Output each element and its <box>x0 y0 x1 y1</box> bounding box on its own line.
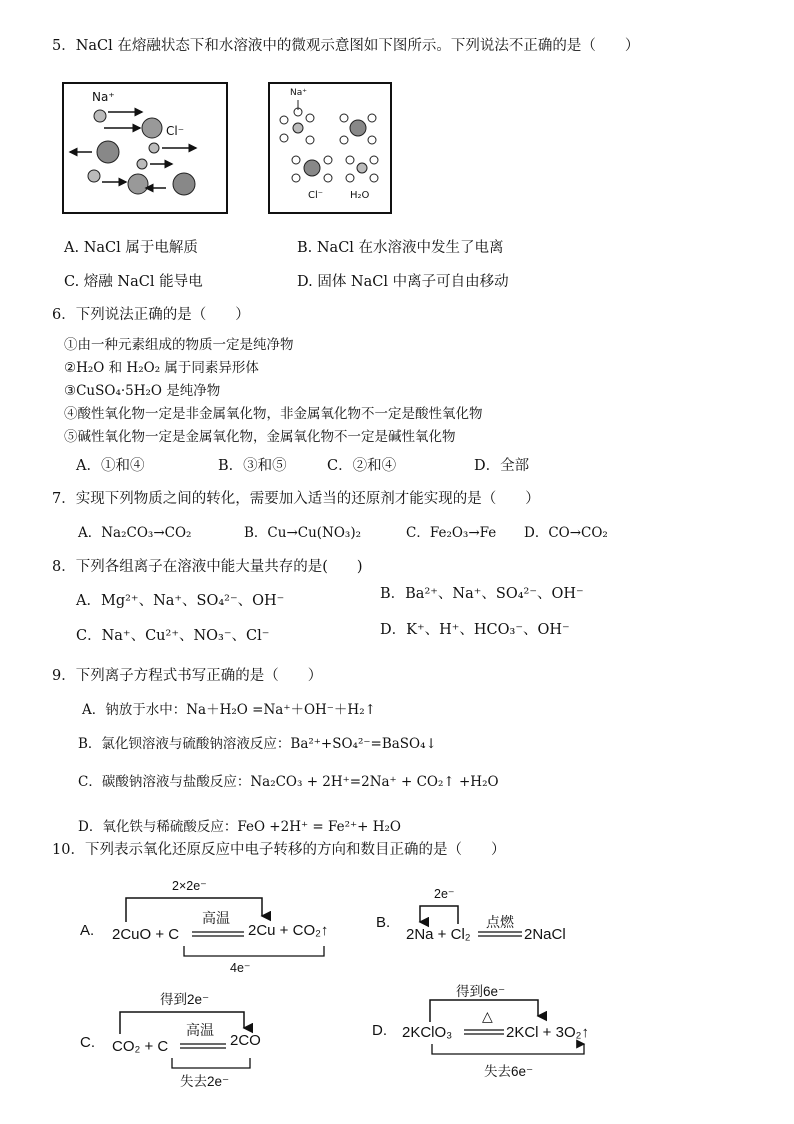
q9-option-b[interactable]: B．氯化钡溶液与硫酸钠溶液反应：Ba²⁺+SO₄²⁻=BaSO₄↓ <box>78 736 437 752</box>
q7-option-a[interactable]: A．Na₂CO₃→CO₂ <box>78 525 192 541</box>
cl-ion-label: Cl⁻ <box>166 124 185 138</box>
q9-option-a[interactable]: A．钠放于水中：Na＋H₂O =Na⁺＋OH⁻＋H₂↑ <box>82 702 376 718</box>
cl-ion <box>97 141 119 163</box>
hydrated-cl-ion <box>292 156 332 182</box>
q9-stem: 9．下列离子方程式书写正确的是（ ） <box>52 668 323 684</box>
q5-option-a[interactable]: A. NaCl 属于电解质 <box>64 240 198 256</box>
na-ion <box>137 159 147 169</box>
condition: 点燃 <box>486 914 514 930</box>
electron-transfer-arrows <box>80 872 380 982</box>
q9-option-d[interactable]: D．氧化铁与稀硫酸反应：FeO +2H⁺ = Fe²⁺+ H₂O <box>78 819 402 835</box>
hydrated-ions-svg <box>270 84 390 212</box>
cl-ion-label: Cl⁻ <box>308 190 324 201</box>
q7-option-b[interactable]: B．Cu→Cu(NO₃)₂ <box>244 525 362 541</box>
bottom-electron-label: 失去6e⁻ <box>484 1064 534 1079</box>
option-letter: C. <box>80 1034 95 1051</box>
na-ion <box>88 170 100 182</box>
q6-statement-4: ④酸性氧化物一定是非金属氧化物，非金属氧化物不一定是酸性氧化物 <box>64 406 483 422</box>
q6-option-c[interactable]: C．②和④ <box>327 458 397 474</box>
water-label: H₂O <box>350 190 370 201</box>
option-letter: D. <box>372 1022 387 1039</box>
top-electron-label: 2×2e⁻ <box>172 879 207 893</box>
cl-ion <box>128 174 148 194</box>
q5-option-d[interactable]: D. 固体 NaCl 中离子可自由移动 <box>297 274 509 290</box>
products: 2CO <box>230 1032 261 1049</box>
products: 2Cu + CO₂↑ <box>248 922 329 939</box>
aqueous-nacl-figure <box>268 82 392 214</box>
q10-option-c[interactable] <box>80 984 360 1089</box>
reactants: 2Na + Cl₂ <box>406 926 471 943</box>
reactants: 2KClO₃ <box>402 1024 453 1041</box>
option-letter: B. <box>376 914 391 931</box>
q5-option-c[interactable]: C. 熔融 NaCl 能导电 <box>64 274 203 290</box>
products: 2KCl + 3O₂↑ <box>506 1024 589 1041</box>
q8-option-c[interactable]: C．Na⁺、Cu²⁺、NO₃⁻、Cl⁻ <box>76 628 270 644</box>
q6-statement-2: ②H₂O 和 H₂O₂ 属于同素异形体 <box>64 360 259 376</box>
q10-option-d[interactable] <box>372 974 632 1084</box>
electron-transfer-arrows <box>372 974 632 1084</box>
reactants: 2CuO + C <box>112 926 180 943</box>
na-ion-label: Na⁺ <box>92 90 115 104</box>
q10-option-b[interactable] <box>376 872 616 962</box>
q8-stem: 8．下列各组离子在溶液中能大量共存的是( ) <box>52 559 363 575</box>
bottom-electron-label: 失去2e⁻ <box>180 1074 230 1089</box>
q6-option-d[interactable]: D．全部 <box>474 458 530 474</box>
top-electron-label: 得到6e⁻ <box>456 984 506 999</box>
products: 2NaCl <box>524 926 566 943</box>
top-electron-label: 得到2e⁻ <box>160 992 210 1007</box>
condition: 高温 <box>202 910 230 926</box>
molten-nacl-figure <box>62 82 228 214</box>
q7-stem: 7．实现下列物质之间的转化，需要加入适当的还原剂才能实现的是（ ） <box>52 491 540 507</box>
q5-option-b[interactable]: B. NaCl 在水溶液中发生了电离 <box>297 240 504 256</box>
q6-stem: 6．下列说法正确的是（ ） <box>52 307 250 323</box>
na-ion-label: Na⁺ <box>290 88 307 98</box>
q6-statement-5: ⑤碱性氧化物一定是金属氧化物，金属氧化物不一定是碱性氧化物 <box>64 429 456 445</box>
na-ion <box>94 110 106 122</box>
na-ion <box>149 143 159 153</box>
electron-transfer-arrows <box>80 984 360 1084</box>
condition: △ <box>482 1008 493 1024</box>
q8-option-b[interactable]: B．Ba²⁺、Na⁺、SO₄²⁻、OH⁻ <box>380 586 584 602</box>
hydrated-cl-ion <box>340 114 376 144</box>
q9-option-c[interactable]: C．碳酸钠溶液与盐酸反应：Na₂CO₃ + 2H⁺=2Na⁺ + CO₂↑ +H₂O <box>78 774 499 790</box>
q8-option-a[interactable]: A．Mg²⁺、Na⁺、SO₄²⁻、OH⁻ <box>76 593 285 609</box>
electron-transfer-arrows <box>376 872 616 962</box>
q5-stem: 5．NaCl 在熔融状态下和水溶液中的微观示意图如下图所示。下列说法不正确的是（ ） <box>52 38 640 54</box>
q7-option-d[interactable]: D．CO→CO₂ <box>524 525 608 541</box>
reactants: CO₂ + C <box>112 1038 169 1055</box>
option-letter: A. <box>80 922 95 939</box>
q6-option-a[interactable]: A．①和④ <box>76 458 145 474</box>
q6-option-b[interactable]: B．③和⑤ <box>218 458 287 474</box>
bottom-electron-label: 4e⁻ <box>230 961 251 975</box>
q10-stem: 10．下列表示氧化还原反应中电子转移的方向和数目正确的是（ ） <box>52 842 506 858</box>
hydrated-na-ion <box>346 156 378 182</box>
cl-ion <box>173 173 195 195</box>
condition: 高温 <box>186 1022 214 1038</box>
q6-statement-1: ①由一种元素组成的物质一定是纯净物 <box>64 337 294 353</box>
top-electron-label: 2e⁻ <box>434 887 455 901</box>
q6-statement-3: ③CuSO₄·5H₂O 是纯净物 <box>64 383 221 399</box>
molten-ions-svg <box>64 84 226 212</box>
hydrated-na-ion <box>280 108 314 144</box>
cl-ion <box>142 118 162 138</box>
q10-option-a[interactable] <box>80 872 380 982</box>
q8-option-d[interactable]: D．K⁺、H⁺、HCO₃⁻、OH⁻ <box>380 622 570 638</box>
q7-option-c[interactable]: C．Fe₂O₃→Fe <box>406 525 497 541</box>
